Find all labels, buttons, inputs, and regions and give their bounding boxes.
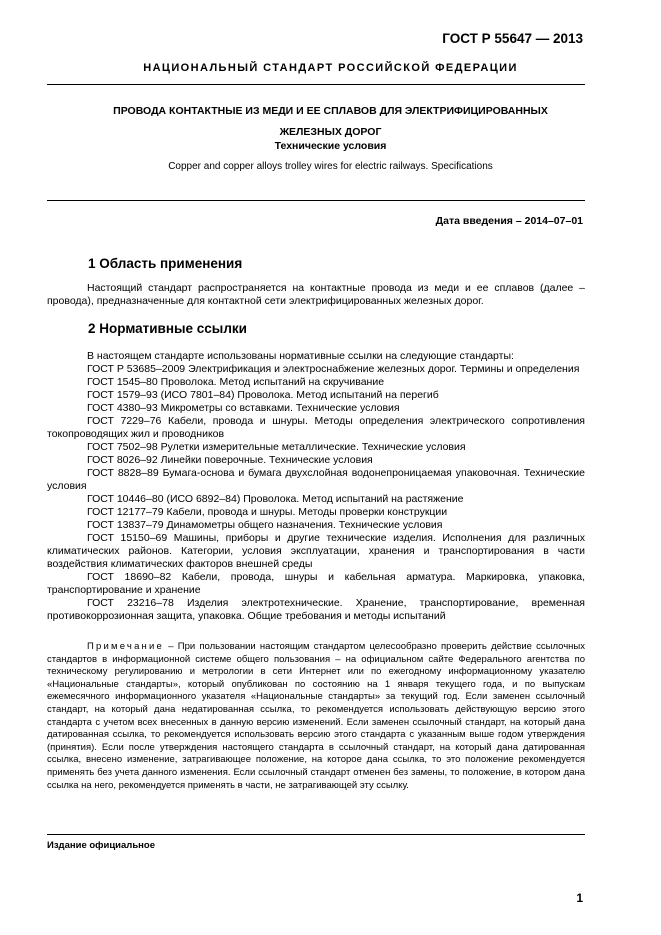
section2-heading: 2 Нормативные ссылки — [88, 321, 247, 336]
document-subtitle: Технические условия — [274, 140, 387, 152]
note-block — [47, 641, 585, 792]
reference-item: ГОСТ 1579–93 (ИСО 7801–84) Проволока. Метод испытаний на перегиб — [87, 389, 439, 401]
normative-references — [47, 350, 585, 623]
reference-item: ГОСТ 13837–79 Динамометры общего назначения. Технические условия — [87, 519, 443, 531]
introduction-date: Дата введения – 2014–07–01 — [435, 215, 583, 227]
references-lead: В настоящем стандарте использованы нормативные ссылки на следующие стандарты: — [87, 350, 514, 362]
reference-item: ГОСТ 4380–93 Микрометры со вставками. Технические условия — [87, 402, 400, 414]
reference-item: ГОСТ 1545–80 Проволока. Метод испытаний на скручивание — [87, 376, 385, 388]
reference-item: ГОСТ 12177–79 Кабели, провода и шнуры. Методы проверки конструкции — [87, 506, 448, 518]
footer-divider — [47, 834, 585, 835]
reference-item: ГОСТ 7502–98 Рулетки измерительные металлические. Технические условия — [87, 441, 466, 453]
page-number: 1 — [576, 891, 583, 905]
reference-item: ГОСТ 8026–92 Линейки поверочные. Технические условия — [87, 454, 373, 466]
section1-heading: 1 Область применения — [88, 256, 243, 271]
standard-title: НАЦИОНАЛЬНЫЙ СТАНДАРТ РОССИЙСКОЙ ФЕДЕРАЦИИ — [143, 62, 518, 74]
document-title — [60, 101, 601, 143]
reference-item: ГОСТ 23216–78 Изделия электротехнические. Хранение, транспортирование, временная противокоррозионная защита, упаковка. Общие требования и методы испытаний — [47, 597, 585, 622]
english-title: Copper and copper alloys trolley wires for electric railways. Specifications — [168, 161, 493, 172]
document-title-line1: ПРОВОДА КОНТАКТНЫЕ ИЗ МЕДИ И ЕЕ СПЛАВОВ ДЛЯ ЭЛЕКТРИФИЦИРОВАННЫХ — [113, 105, 548, 117]
reference-item: ГОСТ 7229–76 Кабели, провода и шнуры. Методы определения электрического сопротивления токопроводящих жил и проводников — [47, 415, 585, 440]
document-title-line2: ЖЕЛЕЗНЫХ ДОРОГ — [279, 126, 382, 138]
reference-item: ГОСТ 15150–69 Машины, приборы и другие технические изделия. Исполнения для различных климатических районов. Категории, условия эксплуатации, хранения и транспортирования в части воздействия климатических факторов внешней среды — [47, 532, 585, 570]
reference-item: ГОСТ 10446–80 (ИСО 6892–84) Проволока. Метод испытаний на растяжение — [87, 493, 464, 505]
edition-label: Издание официальное — [47, 840, 155, 851]
note-label: Примечание — [87, 641, 164, 652]
header-divider — [47, 84, 585, 85]
note-text: – При пользовании настоящим стандартом целесообразно проверить действие ссылочных стандартов в информационной системе общего пользования – на официальном сайте Федерального агентства по техническому регулированию и метрологии в сети Интернет или по ежегодному информационному указателю «Национальные стандарты», который опубликован по состоянию на 1 января текущего года, и по выпускам ежемесячного информационного указателя «Национальные стандарты» за текущий год. Если заменен ссылочный стандарт, на который дана недатированная ссылка, то рекомендуется использовать действующую версию этого стандарта с учетом всех внесенных в данную версию изменений. Если заменен ссылочный стандарт, на который дана датированная ссылка, то рекомендуется использовать версию этого стандарта с указанным выше годом утверждения (принятия). Если после утверждения настоящего стандарта в ссылочный стандарт, на который дана датированная ссылка, внесено изменение, затрагивающее положение, на которое дана ссылка, то это положение рекомендуется применять без учета данного изменения. Если ссылочный стандарт отменен без замены, то положение, в котором дана ссылка на него, рекомендуется применять в части, не затрагивающей эту ссылку. — [47, 641, 585, 791]
section1-text: Настоящий стандарт распространяется на контактные провода из меди и ее сплавов (далее – провода), предназначенные для контактной сети электрифицированных железных дорог. — [47, 282, 585, 307]
reference-item: ГОСТ 8828–89 Бумага-основа и бумага двухслойная водонепроницаемая упаковочная. Технические условия — [47, 467, 585, 492]
reference-item: ГОСТ Р 53685–2009 Электрификация и электроснабжение железных дорог. Термины и определения — [87, 363, 580, 375]
title-divider — [47, 200, 585, 201]
reference-item: ГОСТ 18690–82 Кабели, провода, шнуры и кабельная арматура. Маркировка, упаковка, транспортирование и хранение — [47, 571, 585, 596]
document-code: ГОСТ Р 55647 — 2013 — [442, 31, 583, 46]
